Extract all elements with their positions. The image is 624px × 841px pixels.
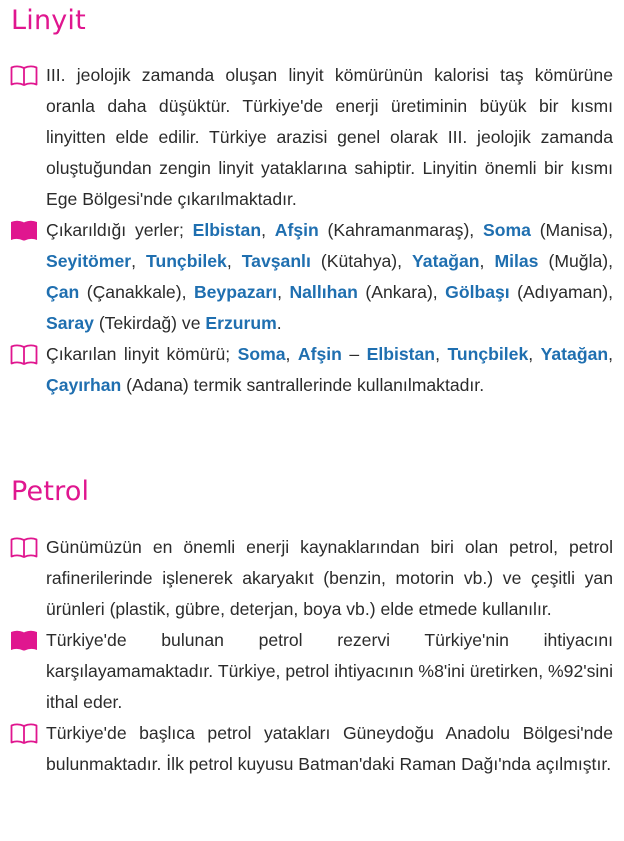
open-book-outline-icon xyxy=(9,64,39,87)
body-text: . xyxy=(276,313,282,333)
highlighted-place-name: Çan xyxy=(46,282,80,302)
body-text: , xyxy=(285,344,298,364)
highlighted-place-name: Beypazarı xyxy=(193,282,278,302)
highlighted-place-name: Çayırhan xyxy=(46,375,122,395)
body-text: (Kahramanmaraş), xyxy=(318,220,483,240)
open-book-outline-icon xyxy=(9,536,39,559)
highlighted-place-name: Afşin xyxy=(297,344,342,364)
highlighted-place-name: Soma xyxy=(482,220,531,240)
section-title-linyit: Linyit xyxy=(11,5,86,36)
highlighted-place-name: Milas xyxy=(494,251,539,271)
body-text: , xyxy=(131,251,146,271)
petrol-item-2 xyxy=(9,625,613,718)
highlighted-place-name: Soma xyxy=(237,344,286,364)
petrol-section xyxy=(9,532,613,780)
body-text: (Ankara), xyxy=(357,282,446,302)
body-text: (Kütahya), xyxy=(310,251,413,271)
body-text: Çıkarıldığı yerler; xyxy=(46,220,193,240)
linyit-section xyxy=(9,60,613,401)
highlighted-place-name: Gölbaşı xyxy=(445,282,510,302)
body-text: , xyxy=(479,251,495,271)
body-text: , xyxy=(277,282,290,302)
body-text: Türkiye'de bulunan petrol rezervi Türkiye'nin ihtiyacını karşılayamamaktadır. Türkiye, petrol ihtiyacının %8'ini üretirken, %92'sini ithal eder. xyxy=(46,630,613,712)
open-book-filled-icon xyxy=(9,219,39,242)
highlighted-place-name: Tunçbilek xyxy=(146,251,227,271)
highlighted-place-name: Nallıhan xyxy=(289,282,358,302)
highlighted-place-name: Yatağan xyxy=(540,344,609,364)
highlighted-place-name: Afşin xyxy=(274,220,319,240)
body-text: , xyxy=(261,220,275,240)
body-text: (Adıyaman), xyxy=(509,282,613,302)
body-text: (Tekirdağ) ve xyxy=(93,313,206,333)
body-text: Günümüzün en önemli enerji kaynaklarından biri olan petrol, petrol rafinerilerinde işlenerek akaryakıt (benzin, motorin vb.) ve çeşitli yan ürünleri (plastik, gübre, deterjan, boya vb.) elde etmede kullanılır. xyxy=(46,537,613,619)
highlighted-place-name: Saray xyxy=(46,313,94,333)
petrol-item-3 xyxy=(9,718,613,780)
body-text: (Muğla), xyxy=(538,251,614,271)
body-text: , xyxy=(226,251,242,271)
open-book-outline-icon xyxy=(9,343,39,366)
open-book-outline-icon xyxy=(9,722,39,745)
highlighted-place-name: Tunçbilek xyxy=(447,344,529,364)
linyit-item-3 xyxy=(9,339,613,401)
linyit-item-2 xyxy=(9,215,613,339)
body-text: (Adana) termik santrallerinde kullanılmaktadır. xyxy=(121,375,485,395)
body-text: Çıkarılan linyit kömürü; xyxy=(46,344,238,364)
body-text: Türkiye'de başlıca petrol yatakları Güneydoğu Anadolu Bölgesi'nde bulunmaktadır. İlk petrol kuyusu Batman'daki Raman Dağı'nda açılmıştır. xyxy=(46,723,613,774)
open-book-filled-icon xyxy=(9,629,39,652)
body-text: III. jeolojik zamanda oluşan linyit kömürünün kalorisi taş kömürüne oranla daha düşüktür. Türkiye'de enerji üretiminin büyük bir kısmı linyitten elde edilir. Türkiye arazisi genel olarak III. jeolojik zamanda oluştuğundan zengin linyit yataklarına sahiptir. Linyitin önemli bir kısmı Ege Bölgesi'nde çıkarılmaktadır. xyxy=(46,65,613,209)
body-text: – xyxy=(341,344,367,364)
body-text: (Manisa), xyxy=(530,220,614,240)
body-text: , xyxy=(435,344,448,364)
body-text: , xyxy=(528,344,541,364)
highlighted-place-name: Elbistan xyxy=(192,220,262,240)
highlighted-place-name: Seyitömer xyxy=(46,251,132,271)
highlighted-place-name: Erzurum xyxy=(205,313,277,333)
body-text: (Çanakkale), xyxy=(79,282,194,302)
linyit-item-1 xyxy=(9,60,613,215)
highlighted-place-name: Yatağan xyxy=(412,251,480,271)
body-text: , xyxy=(608,344,613,364)
highlighted-place-name: Tavşanlı xyxy=(241,251,311,271)
petrol-item-1 xyxy=(9,532,613,625)
section-title-petrol: Petrol xyxy=(11,476,90,507)
highlighted-place-name: Elbistan xyxy=(366,344,436,364)
